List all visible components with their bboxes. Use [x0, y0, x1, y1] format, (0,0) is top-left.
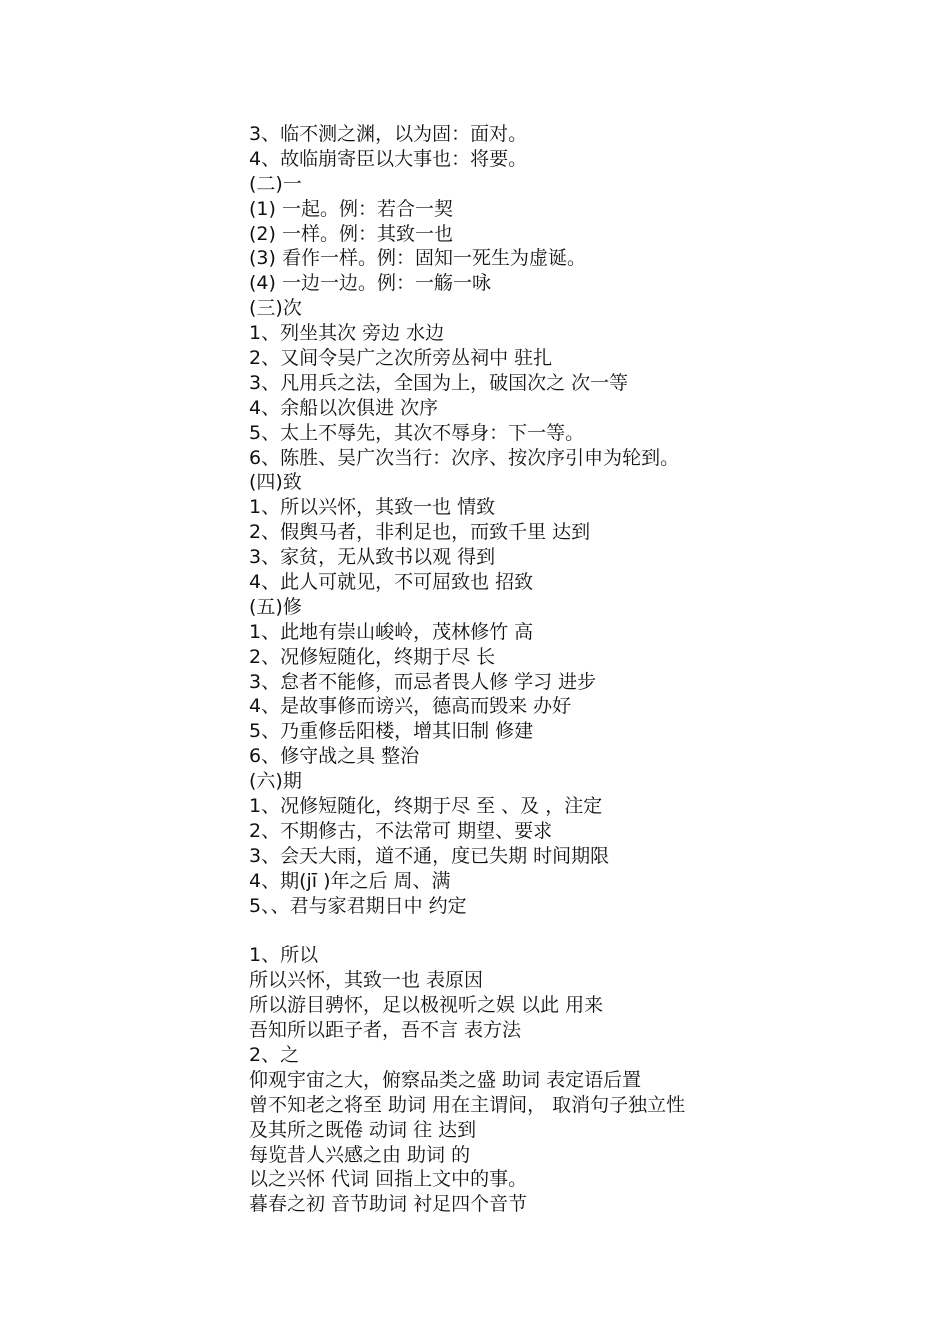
text-line: 5、、君与家君期日中 约定 [249, 894, 467, 917]
text-line: 每览昔人兴感之由 助词 的 [249, 1143, 471, 1166]
text-line: (4) 一边一边。例：一觞一咏 [249, 272, 491, 295]
section-heading: 1、所以 [249, 944, 319, 967]
text-line: 2、假舆马者，非利足也，而致千里 达到 [249, 521, 591, 544]
section-heading: (四)致 [249, 471, 302, 494]
text-line: 4、余船以次俱进 次序 [249, 396, 439, 419]
text-line: 3、凡用兵之法，全国为上，破国次之 次一等 [249, 371, 629, 394]
text-line: 暮春之初 音节助词 衬足四个音节 [249, 1193, 528, 1216]
text-line: (2) 一样。例：其致一也 [249, 222, 453, 245]
text-line: 4、此人可就见，不可屈致也 招致 [249, 571, 534, 594]
text-line: 3、家贫，无从致书以观 得到 [249, 546, 496, 569]
section-heading: 2、之 [249, 1043, 300, 1066]
text-line: 5、乃重修岳阳楼，增其旧制 修建 [249, 720, 534, 743]
text-line: 5、太上不辱先，其次不辱身：下一等。 [249, 421, 585, 444]
text-line: 4、是故事修而谤兴，德高而毁来 办好 [249, 695, 572, 718]
text-line: 3、怠者不能修，而忌者畏人修 学习 进步 [249, 670, 597, 693]
text-line: 4、期(jī )年之后 周、满 [249, 869, 451, 892]
text-line: 4、故临崩寄臣以大事也：将要。 [249, 147, 528, 170]
text-line: 所以游目骋怀，足以极视听之娱 以此 用来 [249, 994, 604, 1017]
blank-line [249, 919, 909, 944]
text-line: 1、此地有崇山峻岭，茂林修竹 高 [249, 620, 534, 643]
text-line: 1、况修短随化，终期于尽 至 、及 ，注定 [249, 795, 603, 818]
text-line: 及其所之既倦 动词 往 达到 [249, 1118, 477, 1141]
text-line: 1、所以兴怀，其致一也 情致 [249, 496, 496, 519]
text-line: 2、又间令吴广之次所旁丛祠中 驻扎 [249, 347, 553, 370]
text-line: 仰观宇宙之大，俯察品类之盛 助词 表定语后置 [249, 1068, 642, 1091]
text-line: 所以兴怀，其致一也 表原因 [249, 969, 484, 992]
text-line: 吾知所以距子者，吾不言 表方法 [249, 1019, 522, 1042]
section-heading: (六)期 [249, 770, 302, 793]
text-line: 3、临不测之渊，以为固：面对。 [249, 123, 528, 145]
document-text [249, 122, 909, 1217]
text-line: 6、陈胜、吴广次当行：次序、按次序引申为轮到。 [249, 446, 680, 469]
text-line: 2、不期修古，不法常可 期望、要求 [249, 819, 553, 842]
section-heading: (二)一 [249, 172, 302, 195]
text-line: (1) 一起。例：若合一契 [249, 197, 453, 220]
text-line: 2、况修短随化，终期于尽 长 [249, 645, 496, 668]
section-heading: (三)次 [249, 297, 302, 320]
text-line: 3、会天大雨，道不通，度已失期 时间期限 [249, 844, 610, 867]
text-line: 6、修守战之具 整治 [249, 745, 420, 768]
text-line: (3) 看作一样。例：固知一死生为虚诞。 [249, 247, 586, 270]
text-line: 1、列坐其次 旁边 水边 [249, 322, 445, 345]
section-heading: (五)修 [249, 595, 302, 618]
text-line: 以之兴怀 代词 回指上文中的事。 [249, 1168, 528, 1191]
text-line: 曾不知老之将至 助词 用在主谓间， 取消句子独立性 [249, 1093, 686, 1116]
